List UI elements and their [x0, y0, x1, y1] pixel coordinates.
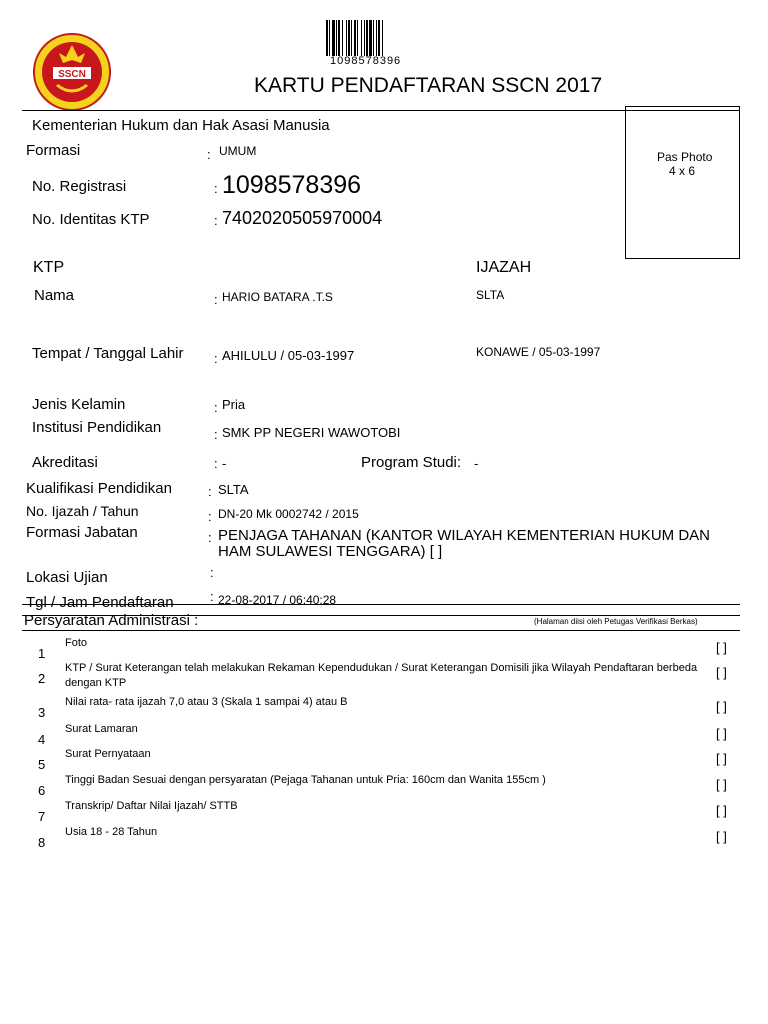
accreditation-label: Akreditasi — [32, 454, 98, 471]
exam-location-colon: : — [210, 565, 214, 580]
registrasi-colon: : — [214, 181, 218, 196]
requirement-number: 2 — [38, 671, 46, 686]
formasi-value: UMUM — [219, 144, 257, 158]
barcode-bar — [348, 20, 350, 56]
nama-value: HARIO BATARA .T.S — [222, 290, 333, 304]
ijazah-ttl: KONAWE / 05-03-1997 — [476, 345, 601, 359]
registration-date-value: 22-08-2017 / 06:40:28 — [218, 593, 337, 607]
requirement-number: 5 — [38, 757, 46, 772]
barcode-bar — [364, 20, 365, 56]
diploma-number-value: DN-20 Mk 0002742 / 2015 — [218, 507, 359, 521]
barcode-bar — [361, 20, 362, 56]
registrasi-value: 1098578396 — [222, 171, 362, 199]
qualification-colon: : — [208, 484, 212, 499]
ttl-colon: : — [214, 351, 218, 366]
formasi-label: Formasi — [26, 142, 81, 159]
photo-label: Pas Photo — [657, 150, 713, 164]
requirement-text: Surat Lamaran — [65, 723, 138, 735]
ktp-heading: KTP — [33, 259, 65, 276]
gender-label: Jenis Kelamin — [32, 396, 126, 413]
requirement-text: Transkrip/ Daftar Nilai Ijazah/ STTB — [65, 800, 238, 812]
requirement-text: Tinggi Badan Sesuai dengan persyaratan (Pejaga Tahanan untuk Pria: 160cm dan Wanita 155cm ) — [65, 774, 546, 786]
requirement-checkbox[interactable]: [ ] — [716, 665, 727, 680]
requirement-number: 1 — [38, 646, 46, 661]
barcode-bar — [369, 20, 372, 56]
ktp-number-colon: : — [214, 213, 218, 228]
divider-1 — [22, 604, 740, 605]
photo-size: 4 x 6 — [669, 164, 696, 178]
diploma-number-label: No. Ijazah / Tahun — [26, 503, 139, 519]
nama-colon: : — [214, 292, 218, 307]
requirement-number: 7 — [38, 809, 46, 824]
requirement-text: Foto — [65, 637, 88, 649]
sscn-logo — [33, 33, 111, 111]
requirement-number: 4 — [38, 732, 46, 747]
ttl-label: Tempat / Tanggal Lahir — [32, 345, 184, 362]
requirement-number: 3 — [38, 705, 46, 720]
barcode-bar — [373, 20, 374, 56]
admin-requirements-title: Persyaratan Administrasi : — [24, 612, 199, 629]
position-label: Formasi Jabatan — [26, 524, 138, 541]
requirement-checkbox[interactable]: [ ] — [716, 726, 727, 741]
logo-text: SSCN — [58, 69, 86, 80]
exam-location-label: Lokasi Ujian — [26, 569, 108, 586]
institution-value: SMK PP NEGERI WAWOTOBI — [222, 425, 401, 440]
requirement-checkbox[interactable]: [ ] — [716, 829, 727, 844]
requirement-checkbox[interactable]: [ ] — [716, 803, 727, 818]
registration-date-colon: : — [210, 589, 214, 604]
registrasi-label: No. Registrasi — [32, 178, 127, 195]
requirement-text: KTP / Surat Keterangan telah melakukan Rekaman Kependudukan / Surat Keterangan Domisili jika Wilayah Pendaftaran berbeda dengan KTP — [65, 662, 698, 689]
requirement-text: Surat Pernyataan — [65, 748, 151, 760]
barcode-bar — [376, 20, 377, 56]
accreditation-colon: : — [214, 456, 218, 471]
gender-colon: : — [214, 400, 218, 415]
barcode-bar — [366, 20, 368, 56]
institution-label: Institusi Pendidikan — [32, 419, 162, 436]
requirement-number: 8 — [38, 835, 46, 850]
qualification-label: Kualifikasi Pendidikan — [26, 480, 172, 497]
ktp-number-label: No. Identitas KTP — [32, 211, 150, 228]
requirement-text: Nilai rata- rata ijazah 7,0 atau 3 (Skala 1 sampai 4) atau B — [65, 696, 348, 708]
requirement-checkbox[interactable]: [ ] — [716, 640, 727, 655]
nama-label: Nama — [34, 287, 75, 304]
barcode-bar — [354, 20, 356, 56]
ijazah-heading: IJAZAH — [476, 259, 532, 276]
barcode-number: 1098578396 — [330, 55, 402, 67]
barcode-bar — [329, 20, 330, 56]
barcode-bar — [336, 20, 337, 56]
barcode-bar — [351, 20, 352, 56]
gender-value: Pria — [222, 397, 246, 412]
requirement-text: Usia 18 - 28 Tahun — [65, 826, 158, 838]
diploma-number-colon: : — [208, 509, 212, 524]
registration-date-label: Tgl / Jam Pendaftaran — [26, 594, 174, 611]
barcode-bar — [346, 20, 347, 56]
institution-colon: : — [214, 427, 218, 442]
requirement-number: 6 — [38, 783, 46, 798]
barcode-bar — [332, 20, 335, 56]
requirement-checkbox[interactable]: [ ] — [716, 777, 727, 792]
barcode-bar — [382, 20, 383, 56]
ktp-number-value: 7402020505970004 — [222, 208, 383, 228]
divider-3 — [22, 630, 740, 631]
position-line-1: PENJAGA TAHANAN (KANTOR WILAYAH KEMENTERIAN HUKUM DAN — [218, 527, 711, 544]
qualification-value: SLTA — [218, 482, 249, 497]
barcode-bar — [326, 20, 328, 56]
photo-box — [625, 106, 740, 259]
page-title: KARTU PENDAFTARAN SSCN 2017 — [254, 74, 603, 97]
formasi-colon: : — [207, 147, 211, 162]
requirement-checkbox[interactable]: [ ] — [716, 751, 727, 766]
study-program-value: - — [474, 456, 479, 471]
requirement-checkbox[interactable]: [ ] — [716, 699, 727, 714]
accreditation-value: - — [222, 456, 227, 471]
barcode — [326, 20, 408, 56]
barcode-bar — [338, 20, 340, 56]
verification-note: (Halaman diisi oleh Petugas Verifikasi Berkas) — [534, 617, 698, 626]
ministry-name: Kementerian Hukum dan Hak Asasi Manusia — [32, 117, 330, 134]
barcode-bar — [342, 20, 343, 56]
study-program-label: Program Studi: — [361, 454, 462, 471]
ijazah-nama: SLTA — [476, 288, 505, 302]
barcode-bar — [378, 20, 380, 56]
position-line-2: HAM SULAWESI TENGGARA) [ ] — [218, 543, 443, 560]
position-colon: : — [208, 530, 212, 545]
barcode-bar — [357, 20, 358, 56]
ttl-value: AHILULU / 05-03-1997 — [222, 348, 355, 363]
